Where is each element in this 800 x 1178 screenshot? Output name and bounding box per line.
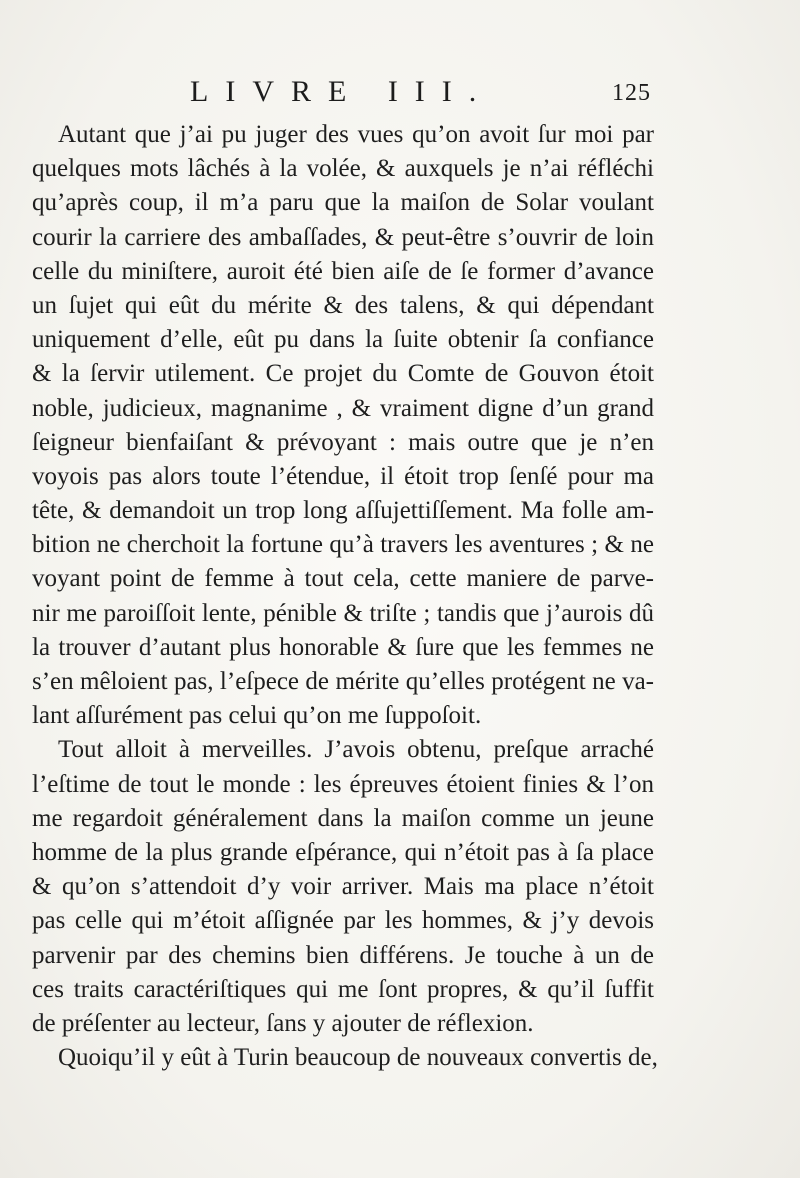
- text-line: bition ne cherchoit la fortune qu’à travers les aventures ; & ne: [32, 531, 654, 559]
- text-line: noble, judicieux, magnanime , & vraiment digne d’un grand: [32, 394, 654, 422]
- text-line: nir me paroiſſoit lente, pénible & triſte ; tandis que j’aurois dû: [32, 599, 654, 627]
- text-line: parvenir par des chemins bien différens. Je touche à un de: [32, 941, 654, 969]
- paragraph-2: [32, 733, 654, 1041]
- text-line: de préſenter au lecteur, ſans y ajouter de réflexion.: [32, 1009, 534, 1037]
- text-line: tête, & demandoit un trop long aſſujettiſſement. Ma folle am-: [32, 497, 654, 525]
- text-line: celle du miniſtere, auroit été bien aiſe de ſe former d’avance: [32, 257, 654, 285]
- text-line: un ſujet qui eût du mérite & des talens, & qui dépendant: [32, 291, 654, 319]
- paragraph-3: [32, 1041, 658, 1075]
- body-text: [32, 118, 658, 1075]
- page-number: 125: [612, 80, 651, 106]
- text-line: Quoiqu’il y eût à Turin beaucoup de nouveaux convertis de,: [58, 1044, 658, 1072]
- text-line: me regardoit généralement dans la maiſon comme un jeune: [32, 804, 654, 832]
- text-line: Tout alloit à merveilles. J’avois obtenu, preſque arraché: [58, 736, 654, 764]
- text-line: ces traits caractériſtiques qui me ſont propres, & qu’il ſuffit: [32, 975, 654, 1003]
- page-header: [0, 74, 800, 114]
- paragraph-1: [32, 118, 654, 733]
- text-line: qu’après coup, il m’a paru que la maiſon de Solar voulant: [32, 189, 654, 217]
- text-line: & la ſervir utilement. Ce projet du Comte de Gouvon étoit: [32, 360, 654, 388]
- text-line: ſeigneur bienfaiſant & prévoyant : mais outre que je n’en: [32, 428, 654, 456]
- text-line: uniquement d’elle, eût pu dans la ſuite obtenir ſa confiance: [32, 326, 654, 354]
- text-line: courir la carriere des ambaſſades, & peut-être s’ouvrir de loin: [32, 223, 654, 251]
- running-title: LIVRE III.: [190, 75, 494, 108]
- text-line: pas celle qui m’étoit aſſignée par les hommes, & j’y devois: [32, 907, 654, 935]
- text-line: quelques mots lâchés à la volée, & auxquels je n’ai réfléchi: [32, 155, 654, 183]
- text-line: voyant point de femme à tout cela, cette maniere de parve-: [32, 565, 654, 593]
- text-line: la trouver d’autant plus honorable & ſure que les femmes ne: [32, 633, 654, 661]
- text-line: lant aſſurément pas celui qu’on me ſuppoſoit.: [32, 702, 482, 730]
- text-line: s’en mêloient pas, l’eſpece de mérite qu’elles protégent ne va-: [32, 668, 654, 695]
- text-line: l’eſtime de tout le monde : les épreuves étoient finies & l’on: [32, 770, 654, 798]
- text-line: & qu’on s’attendoit d’y voir arriver. Mais ma place n’étoit: [32, 873, 654, 901]
- text-line: homme de la plus grande eſpérance, qui n’étoit pas à ſa place: [32, 838, 654, 866]
- text-line: Autant que j’ai pu juger des vues qu’on avoit ſur moi par: [58, 121, 654, 148]
- text-line: voyois pas alors toute l’étendue, il étoit trop ſenſé pour ma: [32, 462, 654, 490]
